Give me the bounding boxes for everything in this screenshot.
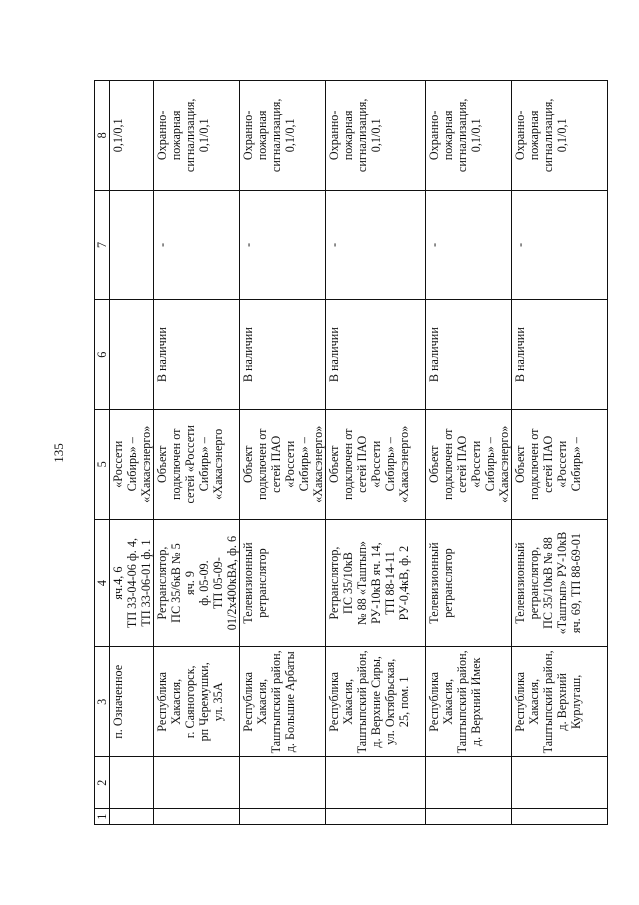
code-cell xyxy=(240,757,326,809)
address-cell: Республика Хакасия, Таштыпский район, д. Верхние Сиры, ул. Октябрьская, 25, пом. 1 xyxy=(326,647,426,757)
object-cell: яч.4, 6 ТП 33-04-06 ф. 4, ТП 33-06-01 ф. 1 xyxy=(110,519,154,647)
extra-cell: - xyxy=(326,190,426,300)
connection-cell: Объект подключен от сетей ПАО «Россети Сибирь» – «Хакасэнерго» xyxy=(240,409,326,519)
address-cell: Республика Хакасия, г. Саяногорск, рп Черемушки, ул. 35А xyxy=(154,647,240,757)
header-cell: 6 xyxy=(95,300,110,410)
code-cell xyxy=(426,757,512,809)
facilities-table xyxy=(94,80,608,825)
table-row xyxy=(326,81,426,825)
extra-cell xyxy=(110,190,154,300)
object-cell: Телевизионный ретранслятор xyxy=(426,519,512,647)
object-cell: Ретранслятор, ПС 35/6кВ № 5 яч. 9 ф. 05-09. ТП 05-09- 01/2х400кВА, ф. 6 xyxy=(154,519,240,647)
row-number-cell xyxy=(240,809,326,825)
extra-cell: - xyxy=(426,190,512,300)
availability-cell: В наличии xyxy=(326,300,426,410)
page-number: 135 xyxy=(51,443,66,463)
extra-cell: - xyxy=(154,190,240,300)
extra-cell: - xyxy=(240,190,326,300)
address-cell: Республика Хакасия, Таштыпский район, д. Большие Арбаты xyxy=(240,647,326,757)
row-number-cell xyxy=(426,809,512,825)
table-row xyxy=(240,81,326,825)
header-cell: 5 xyxy=(95,409,110,519)
header-cell: 3 xyxy=(95,647,110,757)
object-cell: Ретранслятор, ПС 35/10кВ № 88 «Таштып» РУ-10кВ яч. 14, ТП 88-14-11 РУ-0,4кВ, ф. 2 xyxy=(326,519,426,647)
row-number-cell xyxy=(154,809,240,825)
header-cell: 7 xyxy=(95,190,110,300)
connection-cell: Объект подключен от сетей «Россети Сибирь» – «Хакасэнерго xyxy=(154,409,240,519)
landscape-page xyxy=(94,80,604,825)
security-cell: Охранно- пожарная сигнализация, 0,1/0,1 xyxy=(326,81,426,191)
code-cell xyxy=(326,757,426,809)
row-number-cell xyxy=(110,809,154,825)
availability-cell: В наличии xyxy=(154,300,240,410)
address-cell: Республика Хакасия, Таштыпский район, д. Верхний Имек xyxy=(426,647,512,757)
object-cell: Телевизионный ретранслятор xyxy=(240,519,326,647)
security-cell: 0,1/0,1 xyxy=(110,81,154,191)
header-cell: 2 xyxy=(95,757,110,809)
table-row xyxy=(110,81,154,825)
code-cell xyxy=(154,757,240,809)
connection-cell: Объект подключен от сетей ПАО «Россети Сибирь» – «Хакасэнерго» xyxy=(426,409,512,519)
object-cell: Телевизионный ретранслятор, ПС 35/10кВ № 88 «Таштып» РУ-10кВ яч. 69, ТП 88-69-01 xyxy=(512,519,608,647)
table-row xyxy=(154,81,240,825)
availability-cell: В наличии xyxy=(512,300,608,410)
availability-cell xyxy=(110,300,154,410)
availability-cell: В наличии xyxy=(426,300,512,410)
address-cell: Республика Хакасия, Таштыпский район, д. Верхний Курлугаш, xyxy=(512,647,608,757)
security-cell: Охранно- пожарная сигнализация, 0,1/0,1 xyxy=(512,81,608,191)
code-cell xyxy=(512,757,608,809)
table-row xyxy=(426,81,512,825)
security-cell: Охранно- пожарная сигнализация, 0,1/0,1 xyxy=(426,81,512,191)
header-row xyxy=(95,81,110,825)
header-cell: 8 xyxy=(95,81,110,191)
availability-cell: В наличии xyxy=(240,300,326,410)
row-number-cell xyxy=(326,809,426,825)
header-cell: 4 xyxy=(95,519,110,647)
row-number-cell xyxy=(512,809,608,825)
extra-cell: - xyxy=(512,190,608,300)
header-cell: 1 xyxy=(95,809,110,825)
security-cell: Охранно- пожарная сигнализация, 0,1/0,1 xyxy=(154,81,240,191)
security-cell: Охранно- пожарная сигнализация, 0,1/0,1 xyxy=(240,81,326,191)
code-cell xyxy=(110,757,154,809)
connection-cell: «Россети Сибирь» – «Хакасэнерго» xyxy=(110,409,154,519)
table-row xyxy=(512,81,608,825)
address-cell: п. Означенное xyxy=(110,647,154,757)
connection-cell: Объект подключен от сетей ПАО «Россети Сибирь» – «Хакасэнерго» xyxy=(326,409,426,519)
connection-cell: Объект подключен от сетей ПАО «Россети Сибирь» – xyxy=(512,409,608,519)
